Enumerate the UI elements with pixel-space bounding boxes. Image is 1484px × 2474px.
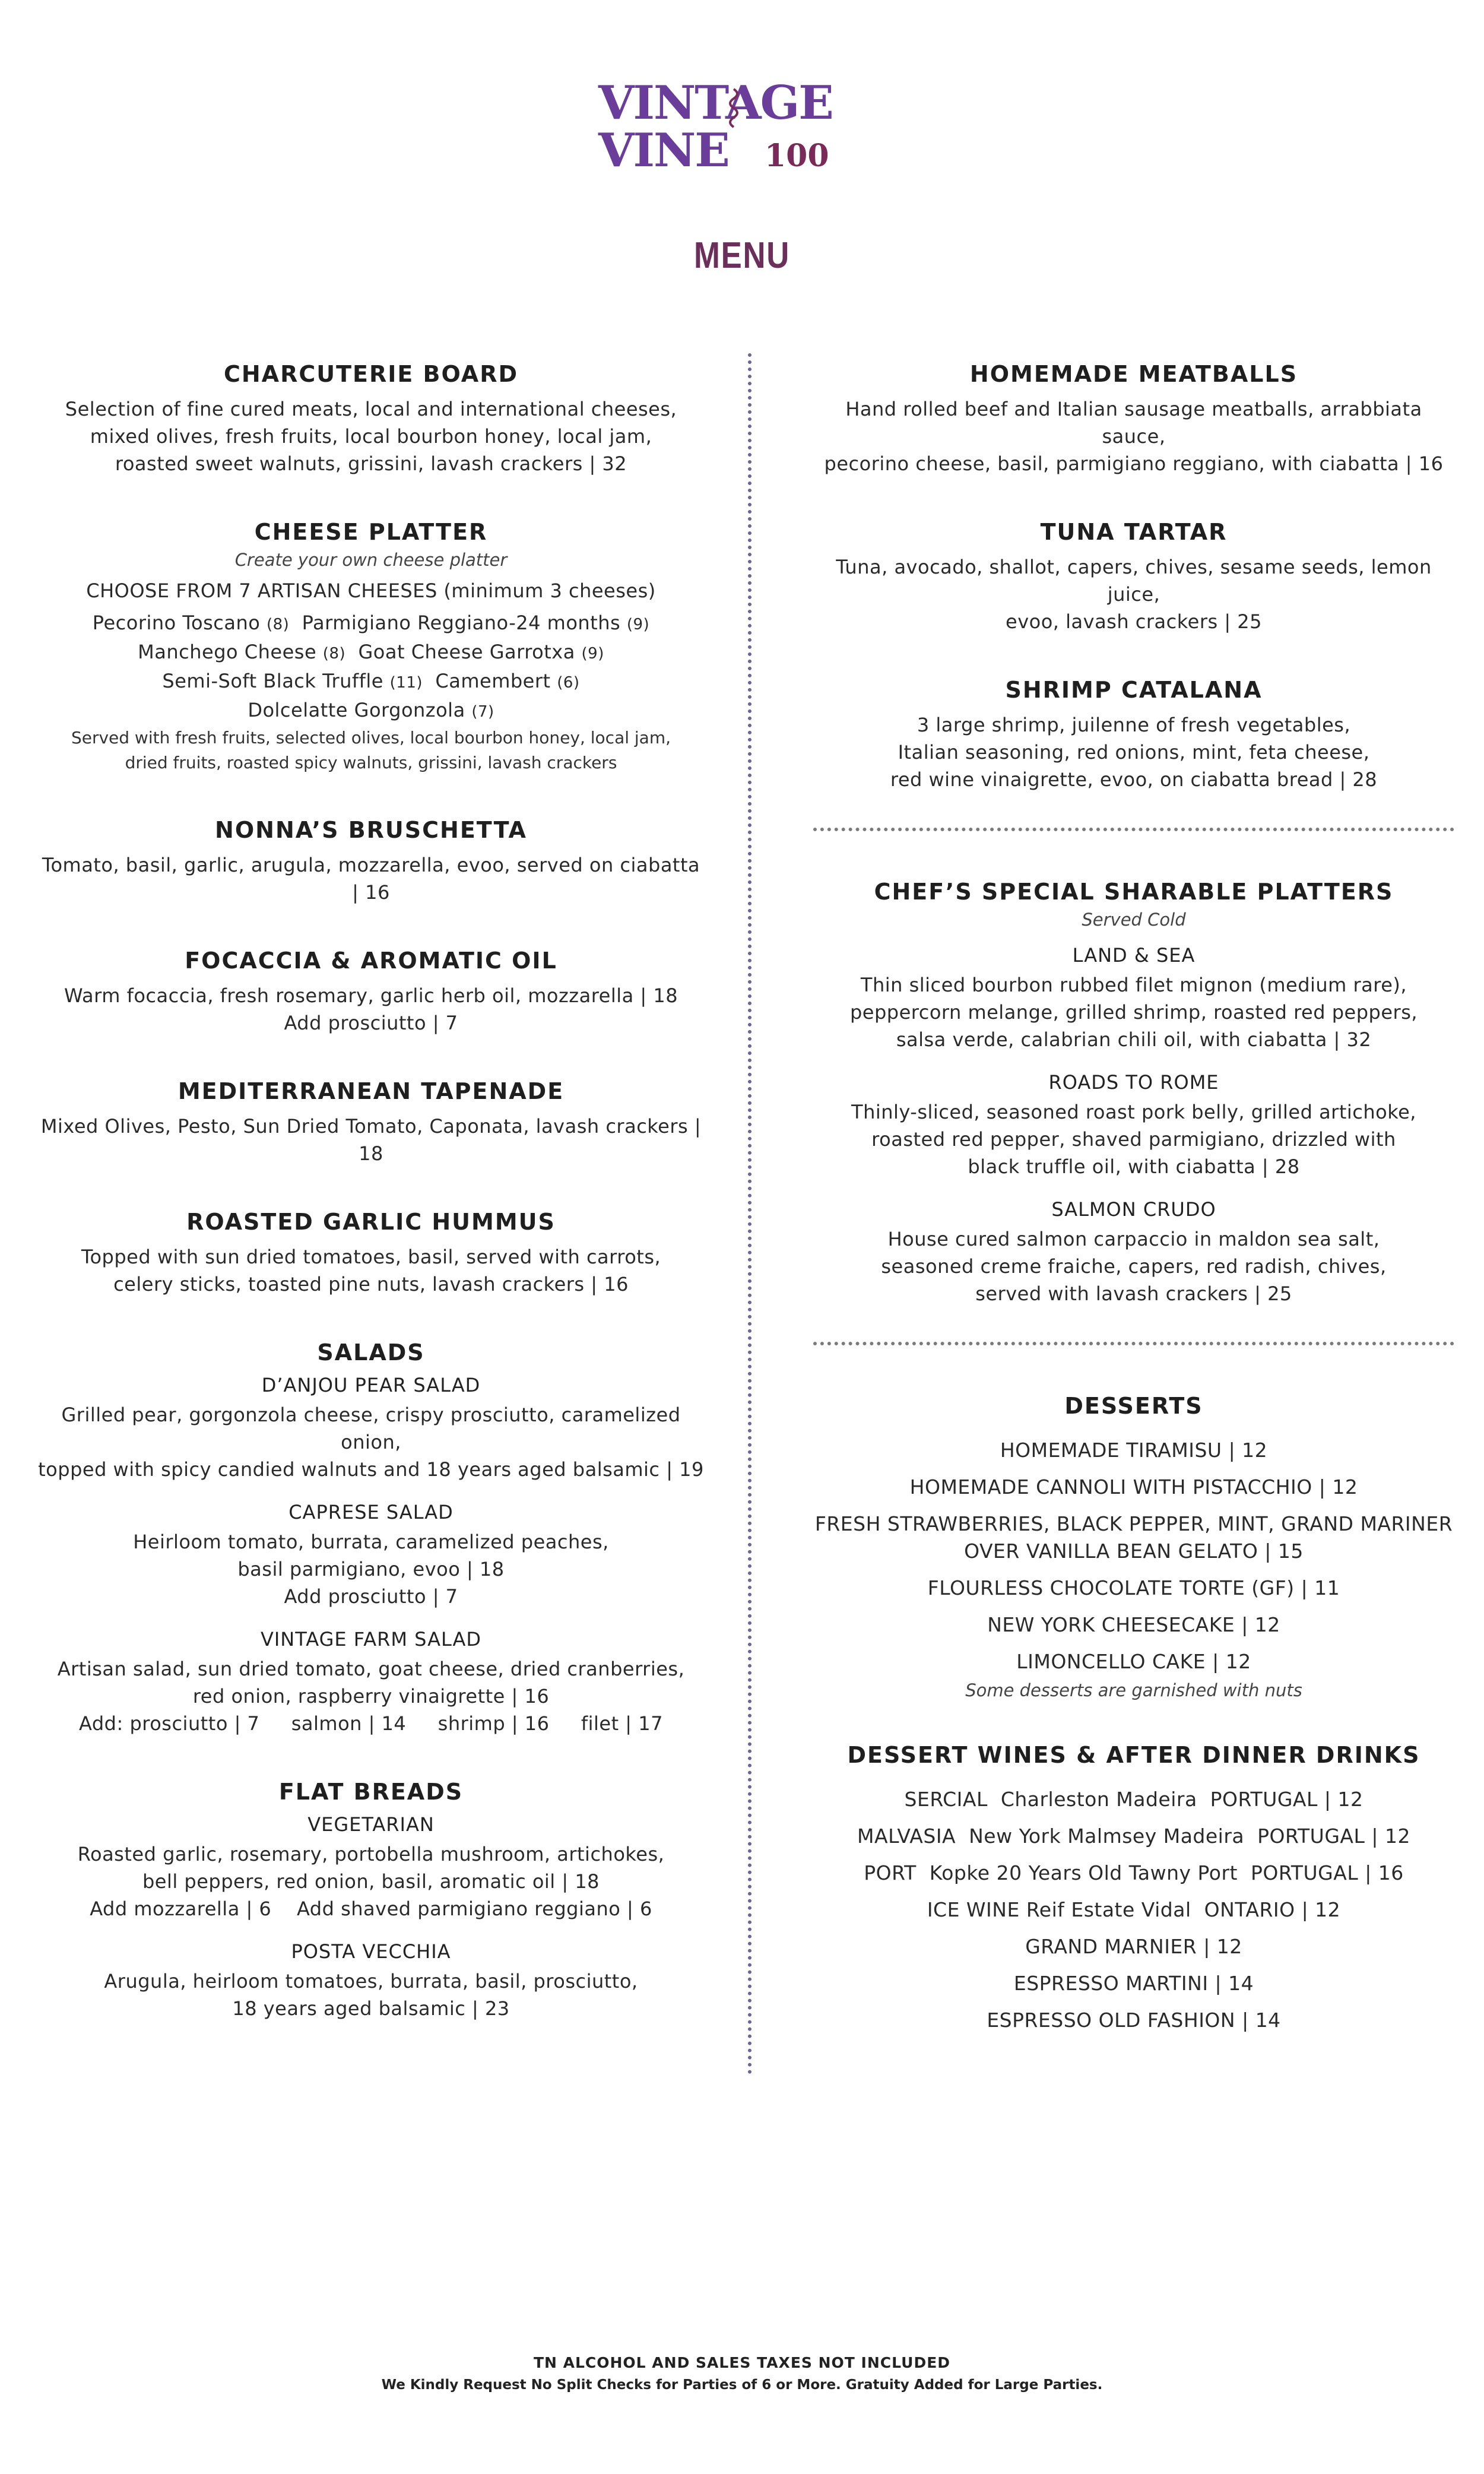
cheese-name: Dolcelatte Gorgonzola — [248, 699, 465, 721]
cheese-name: Goat Cheese Garrotxa — [358, 641, 575, 663]
desc-line: Thin sliced bourbon rubbed filet mignon (medium rare), — [860, 974, 1407, 996]
flatbreads-section — [36, 1779, 706, 2022]
shrimp-description — [813, 711, 1454, 793]
desc-line: basil parmigiano, evoo | 18 — [237, 1558, 505, 1580]
bruschetta-title: NONNA’S BRUSCHETTA — [215, 817, 527, 843]
desc-line: peppercorn melange, grilled shrimp, roasted red peppers, — [849, 1001, 1418, 1024]
desc-line: seasoned creme fraiche, capers, red radish, chives, — [881, 1255, 1387, 1278]
charcuterie-description — [36, 395, 706, 477]
wine-item: ESPRESSO OLD FASHION | 14 — [987, 2009, 1281, 2032]
pear-salad-title: D’ANJOU PEAR SALAD — [261, 1374, 481, 1396]
meatballs-description — [813, 395, 1454, 477]
desc-line: Add prosciutto | 7 — [284, 1012, 458, 1034]
desc-line: mixed olives, fresh fruits, local bourbon honey, local jam, — [90, 425, 652, 448]
tapenade-title: MEDITERRANEAN TAPENADE — [177, 1078, 565, 1104]
caprese-salad-title: CAPRESE SALAD — [288, 1501, 454, 1523]
hummus-section — [36, 1209, 706, 1298]
dessert-item: NEW YORK CHEESECAKE | 12 — [987, 1613, 1280, 1636]
vegetarian-title: VEGETARIAN — [307, 1813, 435, 1836]
column-divider — [748, 353, 751, 2075]
cheese-row — [36, 609, 706, 638]
focaccia-title: FOCACCIA & AROMATIC OIL — [185, 948, 557, 974]
charcuterie-section — [36, 361, 706, 477]
desc-line: red wine vinaigrette, evoo, on ciabatta bread | 28 — [890, 768, 1378, 791]
desserts-list — [813, 1432, 1454, 1680]
cheese-row — [36, 696, 706, 726]
desc-line: 18 years aged balsamic | 23 — [232, 1997, 510, 2020]
posta-vecchia-title: POSTA VECCHIA — [291, 1940, 451, 1963]
farm-salad-title: VINTAGE FARM SALAD — [260, 1628, 482, 1651]
shrimp-title: SHRIMP CATALANA — [1005, 677, 1263, 703]
wine-item: MALVASIA New York Malmsey Madeira PORTUGAL | 12 — [857, 1824, 1410, 1848]
restaurant-logo — [594, 77, 890, 178]
wines-list — [813, 1781, 1454, 2039]
meatballs-section — [813, 361, 1454, 477]
desserts-note: Some desserts are garnished with nuts — [965, 1680, 1302, 1700]
desc-line: topped with spicy candied walnuts and 18 years aged balsamic | 19 — [38, 1458, 704, 1481]
farm-salad-description — [36, 1655, 706, 1737]
bruschetta-description: Tomato, basil, garlic, arugula, mozzarella, evoo, served on ciabatta | 16 — [42, 854, 700, 904]
cheese-name: Manchego Cheese — [138, 641, 317, 663]
posta-vecchia-description — [36, 1968, 706, 2022]
platters-title: CHEF’S SPECIAL SHARABLE PLATTERS — [874, 879, 1394, 905]
roads-to-rome-description — [813, 1098, 1454, 1180]
dessert-item: FRESH STRAWBERRIES, BLACK PEPPER, MINT, GRAND MARINER — [814, 1512, 1453, 1535]
land-sea-description — [813, 971, 1454, 1053]
dessert-item: OVER VANILLA BEAN GELATO | 15 — [964, 1539, 1304, 1563]
desc-line: Arugula, heirloom tomatoes, burrata, basil, prosciutto, — [104, 1970, 638, 1992]
desc-line: Italian seasoning, red onions, mint, feta cheese, — [898, 741, 1370, 764]
wine-item: SERCIAL Charleston Madeira PORTUGAL | 12 — [904, 1788, 1363, 1811]
desc-line: roasted red pepper, shaved parmigiano, drizzled with — [871, 1128, 1396, 1151]
cheese-name: Camembert — [435, 670, 551, 692]
left-column — [36, 361, 706, 2064]
wine-item: PORT Kopke 20 Years Old Tawny Port PORTUGAL | 16 — [864, 1861, 1404, 1884]
desc-line: Add: prosciutto | 7 salmon | 14 shrimp | 16 filet | 17 — [79, 1712, 663, 1735]
wine-item: ESPRESSO MARTINI | 14 — [1013, 1972, 1254, 1995]
tax-notice: TN ALCOHOL AND SALES TAXES NOT INCLUDED — [533, 2354, 951, 2371]
cheese-list — [36, 609, 706, 726]
shrimp-section — [813, 677, 1454, 793]
caprese-salad-description — [36, 1528, 706, 1610]
wine-item: GRAND MARNIER | 12 — [1025, 1935, 1242, 1958]
cheese-title: CHEESE PLATTER — [254, 519, 488, 545]
cheese-choose: CHOOSE FROM 7 ARTISAN CHEESES (minimum 3 cheeses) — [86, 579, 656, 602]
tuna-section — [813, 519, 1454, 635]
cheese-row — [36, 667, 706, 696]
desserts-section — [813, 1393, 1454, 1700]
cheese-name: Parmigiano Reggiano-24 months — [302, 612, 621, 634]
desc-line: 3 large shrimp, juilenne of fresh vegetables, — [917, 714, 1351, 736]
dessert-item: FLOURLESS CHOCOLATE TORTE (GF) | 11 — [927, 1576, 1340, 1599]
tuna-description — [813, 553, 1454, 635]
dessert-item: LIMONCELLO CAKE | 12 — [1016, 1650, 1251, 1673]
bruschetta-section — [36, 817, 706, 906]
right-column — [813, 361, 1454, 2039]
tuna-title: TUNA TARTAR — [1040, 519, 1228, 545]
focaccia-description — [36, 982, 706, 1037]
cheese-price: (9) — [581, 645, 604, 663]
charcuterie-title: CHARCUTERIE BOARD — [223, 361, 519, 387]
desc-line: Thinly-sliced, seasoned roast pork belly, grilled artichoke, — [851, 1101, 1416, 1123]
section-divider — [813, 1342, 1454, 1345]
served-line: dried fruits, roasted spicy walnuts, grissini, lavash crackers — [125, 753, 617, 772]
desc-line: black truffle oil, with ciabatta | 28 — [968, 1155, 1300, 1178]
cheese-section — [36, 519, 706, 775]
desc-line: Tuna, avocado, shallot, capers, chives, sesame seeds, lemon juice, — [836, 556, 1432, 606]
desc-line: Artisan salad, sun dried tomato, goat cheese, dried cranberries, — [57, 1658, 685, 1680]
vegetarian-description — [36, 1841, 706, 1922]
wines-section — [813, 1742, 1454, 2039]
desc-line: Add mozzarella | 6 Add shaved parmigiano reggiano | 6 — [90, 1898, 652, 1920]
desc-line: Add prosciutto | 7 — [284, 1585, 458, 1608]
salmon-crudo-title: SALMON CRUDO — [1051, 1198, 1216, 1221]
desc-line: Hand rolled beef and Italian sausage meatballs, arrabbiata sauce, — [845, 398, 1422, 448]
desc-line: Heirloom tomato, burrata, caramelized peaches, — [133, 1531, 609, 1553]
tapenade-section — [36, 1078, 706, 1167]
desc-line: Topped with sun dried tomatoes, basil, served with carrots, — [81, 1246, 661, 1268]
cheese-price: (8) — [266, 616, 290, 633]
split-check-policy: We Kindly Request No Split Checks for Parties of 6 or More. Gratuity Added for Large Parties. — [381, 2377, 1103, 2393]
tapenade-description: Mixed Olives, Pesto, Sun Dried Tomato, Caponata, lavash crackers | 18 — [40, 1115, 702, 1165]
cheese-name: Semi-Soft Black Truffle — [162, 670, 383, 692]
cheese-served — [36, 726, 706, 775]
wine-item: ICE WINE Reif Estate Vidal ONTARIO | 12 — [927, 1898, 1341, 1921]
desc-line: celery sticks, toasted pine nuts, lavash crackers | 16 — [113, 1273, 629, 1295]
cheese-price: (11) — [389, 674, 423, 692]
menu-title: MENU — [694, 235, 790, 276]
dessert-item: HOMEMADE CANNOLI WITH PISTACCHIO | 12 — [909, 1475, 1358, 1499]
roads-to-rome-title: ROADS TO ROME — [1048, 1071, 1219, 1094]
desc-line: Selection of fine cured meats, local and international cheeses, — [65, 398, 677, 420]
hummus-description — [36, 1243, 706, 1298]
cheese-price: (8) — [322, 645, 346, 663]
desc-line: House cured salmon carpaccio in maldon sea salt, — [887, 1228, 1380, 1250]
logo-line1: VINTAGE — [598, 77, 833, 130]
served-line: Served with fresh fruits, selected olives, local bourbon honey, local jam, — [71, 728, 671, 747]
salads-title: SALADS — [317, 1339, 425, 1366]
meatballs-title: HOMEMADE MEATBALLS — [969, 361, 1298, 387]
desc-line: Roasted garlic, rosemary, portobella mushroom, artichokes, — [77, 1843, 665, 1865]
hummus-title: ROASTED GARLIC HUMMUS — [186, 1209, 556, 1235]
logo-number: 100 — [765, 138, 829, 174]
desc-line: roasted sweet walnuts, grissini, lavash crackers | 32 — [115, 452, 627, 475]
cheese-row — [36, 638, 706, 667]
footer — [0, 2354, 1484, 2393]
land-sea-title: LAND & SEA — [1072, 944, 1196, 967]
platters-section — [813, 879, 1454, 1307]
flatbreads-title: FLAT BREADS — [278, 1779, 464, 1805]
desc-line: salsa verde, calabrian chili oil, with ciabatta | 32 — [896, 1028, 1372, 1051]
cheese-price: (9) — [626, 616, 650, 633]
section-divider — [813, 828, 1454, 831]
dessert-item: HOMEMADE TIRAMISU | 12 — [1000, 1439, 1268, 1462]
salmon-crudo-description — [813, 1225, 1454, 1307]
desc-line: pecorino cheese, basil, parmigiano reggiano, with ciabatta | 16 — [824, 452, 1444, 475]
desserts-title: DESSERTS — [1064, 1393, 1203, 1419]
desc-line: Grilled pear, gorgonzola cheese, crispy prosciutto, caramelized onion, — [61, 1404, 681, 1453]
desc-line: evoo, lavash crackers | 25 — [1006, 610, 1262, 633]
cheese-price: (6) — [557, 674, 580, 692]
platters-note: Served Cold — [1082, 910, 1186, 930]
wines-title: DESSERT WINES & AFTER DINNER DRINKS — [847, 1742, 1420, 1768]
focaccia-section — [36, 948, 706, 1037]
logo-line2: VINE — [598, 123, 729, 178]
salads-section — [36, 1339, 706, 1737]
desc-line: served with lavash crackers | 25 — [975, 1282, 1292, 1305]
cheese-name: Pecorino Toscano — [92, 612, 261, 634]
desc-line: bell peppers, red onion, basil, aromatic oil | 18 — [142, 1870, 600, 1893]
pear-salad-description — [36, 1401, 706, 1483]
desc-line: red onion, raspberry vinaigrette | 16 — [192, 1685, 550, 1708]
cheese-price: (7) — [471, 703, 494, 721]
desc-line: Warm focaccia, fresh rosemary, garlic herb oil, mozzarella | 18 — [64, 984, 678, 1007]
cheese-note: Create your own cheese platter — [234, 550, 508, 570]
